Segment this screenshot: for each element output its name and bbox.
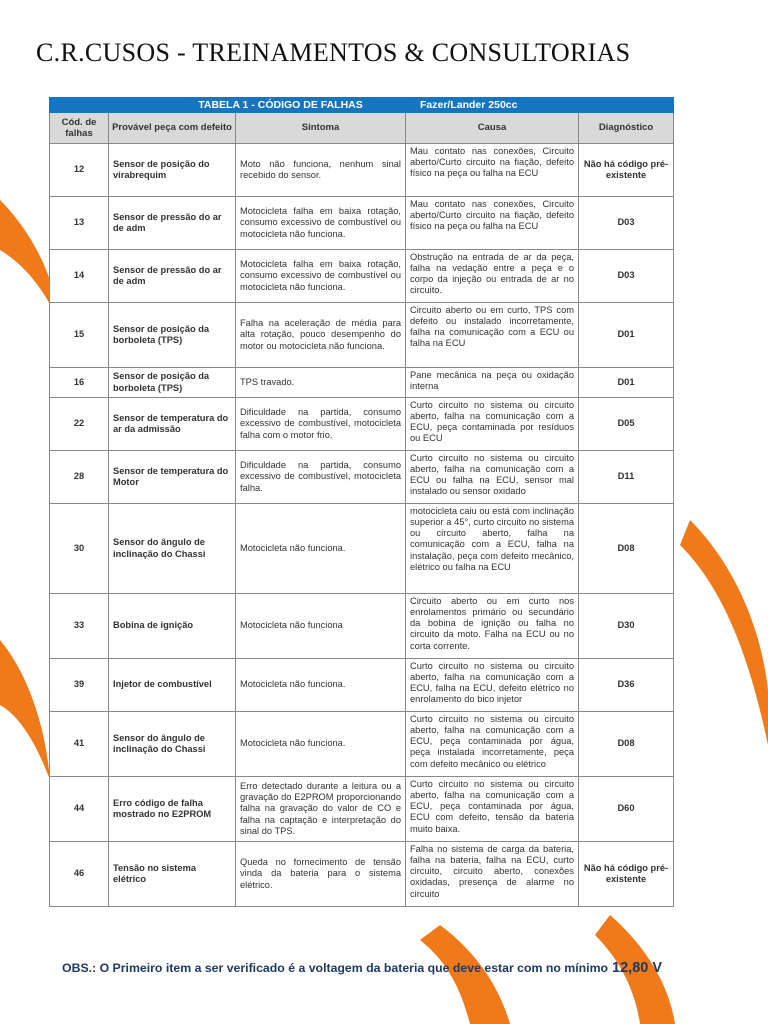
diagnosis-code-cell: D01 bbox=[579, 303, 674, 368]
diagnosis-code-cell: D01 bbox=[579, 368, 674, 398]
fault-code-cell: 14 bbox=[50, 250, 109, 303]
table-row bbox=[50, 842, 674, 907]
diagnosis-code-cell: Não há código pré-existente bbox=[579, 144, 674, 197]
table-body bbox=[50, 144, 674, 907]
symptom-cell: Motocicleta falha em baixa rotação, consumo excessivo de combustível ou motocicleta não funciona. bbox=[236, 197, 406, 250]
cause-cell: Circuito aberto ou em curto, TPS com defeito ou instalado incorretamente, falha na comunicação com a ECU ou falha na ECU bbox=[406, 303, 579, 368]
cause-cell: motocicleta caiu ou está com inclinação superior a 45°, curto circuito no sistema ou circuito aberto, falha na comunicação com a ECU, falha na instalação, peça com defeito mecânico, elétrico ou falha na ECU bbox=[406, 504, 579, 594]
part-name-cell: Sensor de pressão do ar de adm bbox=[109, 250, 236, 303]
fault-code-cell: 33 bbox=[50, 594, 109, 659]
symptom-cell: Motocicleta não funciona. bbox=[236, 712, 406, 777]
part-name-cell: Injetor de combustível bbox=[109, 659, 236, 712]
symptom-cell: Motocicleta não funciona. bbox=[236, 659, 406, 712]
header-part: Provável peça com defeito bbox=[109, 113, 236, 144]
symptom-cell: Falha na aceleração de média para alta rotação, pouco desempenho do motor ou motocicleta não funciona. bbox=[236, 303, 406, 368]
fault-code-cell: 22 bbox=[50, 398, 109, 451]
symptom-cell: Erro detectado durante a leitura ou a gravação do E2PROM proporcionando falha na gravação do valor de CO e falha na captação e interpretação do sinal do TPS. bbox=[236, 777, 406, 842]
fault-code-table bbox=[49, 97, 674, 907]
fault-code-cell: 41 bbox=[50, 712, 109, 777]
header-code: Cód. de falhas bbox=[50, 113, 109, 144]
part-name-cell: Tensão no sistema elétrico bbox=[109, 842, 236, 907]
footer-note-text: OBS.: O Primeiro item a ser verificado é a voltagem da bateria que deve estar com no mínimo bbox=[62, 961, 609, 975]
fault-code-cell: 30 bbox=[50, 504, 109, 594]
symptom-cell: Dificuldade na partida, consumo excessivo de combustível, motocicleta falha. bbox=[236, 451, 406, 504]
fault-code-cell: 13 bbox=[50, 197, 109, 250]
cause-cell: Circuito aberto ou em curto nos enrolamentos primário ou secundário da bobina de ignição ou falha no circuito da moto. Falha na ECU ou no corta corrente. bbox=[406, 594, 579, 659]
table-header-row bbox=[50, 113, 674, 144]
symptom-cell: Queda no fornecimento de tensão vinda da bateria para o sistema elétrico. bbox=[236, 842, 406, 907]
table-title: TABELA 1 - CÓDIGO DE FALHAS bbox=[50, 98, 406, 113]
part-name-cell: Sensor do ângulo de inclinação do Chassi bbox=[109, 504, 236, 594]
table-row bbox=[50, 303, 674, 368]
table-row bbox=[50, 368, 674, 398]
cause-cell: Pane mecânica na peça ou oxidação interna bbox=[406, 368, 579, 398]
fault-code-table-container bbox=[49, 97, 673, 907]
diagnosis-code-cell: D08 bbox=[579, 504, 674, 594]
cause-cell: Curto circuito no sistema ou circuito aberto, falha na comunicação com a ECU, peça contaminada por resíduos ou ECU bbox=[406, 398, 579, 451]
symptom-cell: TPS travado. bbox=[236, 368, 406, 398]
header-symptom: Sintoma bbox=[236, 113, 406, 144]
cause-cell: Curto circuito no sistema ou circuito aberto, falha na comunicação com a ECU, falha na ECU, defeito elétrico no enrolamento do bico injetor bbox=[406, 659, 579, 712]
diagnosis-code-cell: D08 bbox=[579, 712, 674, 777]
diagnosis-code-cell: Não há código pré-existente bbox=[579, 842, 674, 907]
cause-cell: Mau contato nas conexões, Circuito aberto/Curto circuito na fiação, defeito físico na peça ou falha na ECU bbox=[406, 197, 579, 250]
table-row bbox=[50, 659, 674, 712]
table-row bbox=[50, 451, 674, 504]
footer-note bbox=[62, 960, 662, 976]
symptom-cell: Moto não funciona, nenhum sinal recebido do sensor. bbox=[236, 144, 406, 197]
diagnosis-code-cell: D11 bbox=[579, 451, 674, 504]
diagnosis-code-cell: D36 bbox=[579, 659, 674, 712]
cause-cell: Obstrução na entrada de ar da peça, falha na vedação entre a peça e o corpo da injeção ou entrada de ar no circuito. bbox=[406, 250, 579, 303]
table-row bbox=[50, 594, 674, 659]
diagnosis-code-cell: D03 bbox=[579, 250, 674, 303]
fault-code-cell: 12 bbox=[50, 144, 109, 197]
cause-cell: Falha no sistema de carga da bateria, falha na bateria, falha na ECU, curto circuito, circuito aberto, conexões oxidadas, presença de alarme no circuito bbox=[406, 842, 579, 907]
table-row bbox=[50, 777, 674, 842]
table-model: Fazer/Lander 250cc bbox=[406, 98, 674, 113]
table-row bbox=[50, 398, 674, 451]
symptom-cell: Motocicleta falha em baixa rotação, consumo excessivo de combustível ou motocicleta não funciona. bbox=[236, 250, 406, 303]
part-name-cell: Erro código de falha mostrado no E2PROM bbox=[109, 777, 236, 842]
table-row bbox=[50, 712, 674, 777]
header-cause: Causa bbox=[406, 113, 579, 144]
part-name-cell: Sensor do ângulo de inclinação do Chassi bbox=[109, 712, 236, 777]
part-name-cell: Sensor de pressão do ar de adm bbox=[109, 197, 236, 250]
symptom-cell: Motocicleta não funciona bbox=[236, 594, 406, 659]
table-row bbox=[50, 250, 674, 303]
part-name-cell: Sensor de temperatura do ar da admissão bbox=[109, 398, 236, 451]
footer-voltage-value: 12,80 V bbox=[612, 960, 663, 976]
fault-code-cell: 16 bbox=[50, 368, 109, 398]
part-name-cell: Sensor de posição do virabrequim bbox=[109, 144, 236, 197]
table-row bbox=[50, 197, 674, 250]
cause-cell: Curto circuito no sistema ou circuito aberto, falha na comunicação com a ECU, peça contaminada por água, ECU com defeito, tensão da bateria muito baixa. bbox=[406, 777, 579, 842]
symptom-cell: Dificuldade na partida, consumo excessivo de combustível, motocicleta falha com o motor frio. bbox=[236, 398, 406, 451]
fault-code-cell: 46 bbox=[50, 842, 109, 907]
page-title: C.R.CUSOS - TREINAMENTOS & CONSULTORIAS bbox=[36, 38, 631, 67]
cause-cell: Curto circuito no sistema ou circuito aberto, falha na comunicação com a ECU, peça contaminada por água, peça instalada incorretamente, peça com defeito mecânico ou elétrico bbox=[406, 712, 579, 777]
table-row bbox=[50, 504, 674, 594]
cause-cell: Curto circuito no sistema ou circuito aberto, falha na comunicação com a ECU ou falha na ECU, sensor mal instalado ou sensor oxidado bbox=[406, 451, 579, 504]
cause-cell: Mau contato nas conexões, Circuito aberto/Curto circuito na fiação, defeito físico na peça ou falha na ECU bbox=[406, 144, 579, 197]
header-diagnosis: Diagnóstico bbox=[579, 113, 674, 144]
diagnosis-code-cell: D03 bbox=[579, 197, 674, 250]
part-name-cell: Sensor de posição da borboleta (TPS) bbox=[109, 368, 236, 398]
part-name-cell: Sensor de temperatura do Motor bbox=[109, 451, 236, 504]
part-name-cell: Sensor de posição da borboleta (TPS) bbox=[109, 303, 236, 368]
part-name-cell: Bobina de ignição bbox=[109, 594, 236, 659]
diagnosis-code-cell: D05 bbox=[579, 398, 674, 451]
diagnosis-code-cell: D30 bbox=[579, 594, 674, 659]
diagnosis-code-cell: D60 bbox=[579, 777, 674, 842]
fault-code-cell: 28 bbox=[50, 451, 109, 504]
fault-code-cell: 15 bbox=[50, 303, 109, 368]
table-banner bbox=[50, 98, 674, 113]
fault-code-cell: 39 bbox=[50, 659, 109, 712]
fault-code-cell: 44 bbox=[50, 777, 109, 842]
symptom-cell: Motocicleta não funciona. bbox=[236, 504, 406, 594]
table-row bbox=[50, 144, 674, 197]
